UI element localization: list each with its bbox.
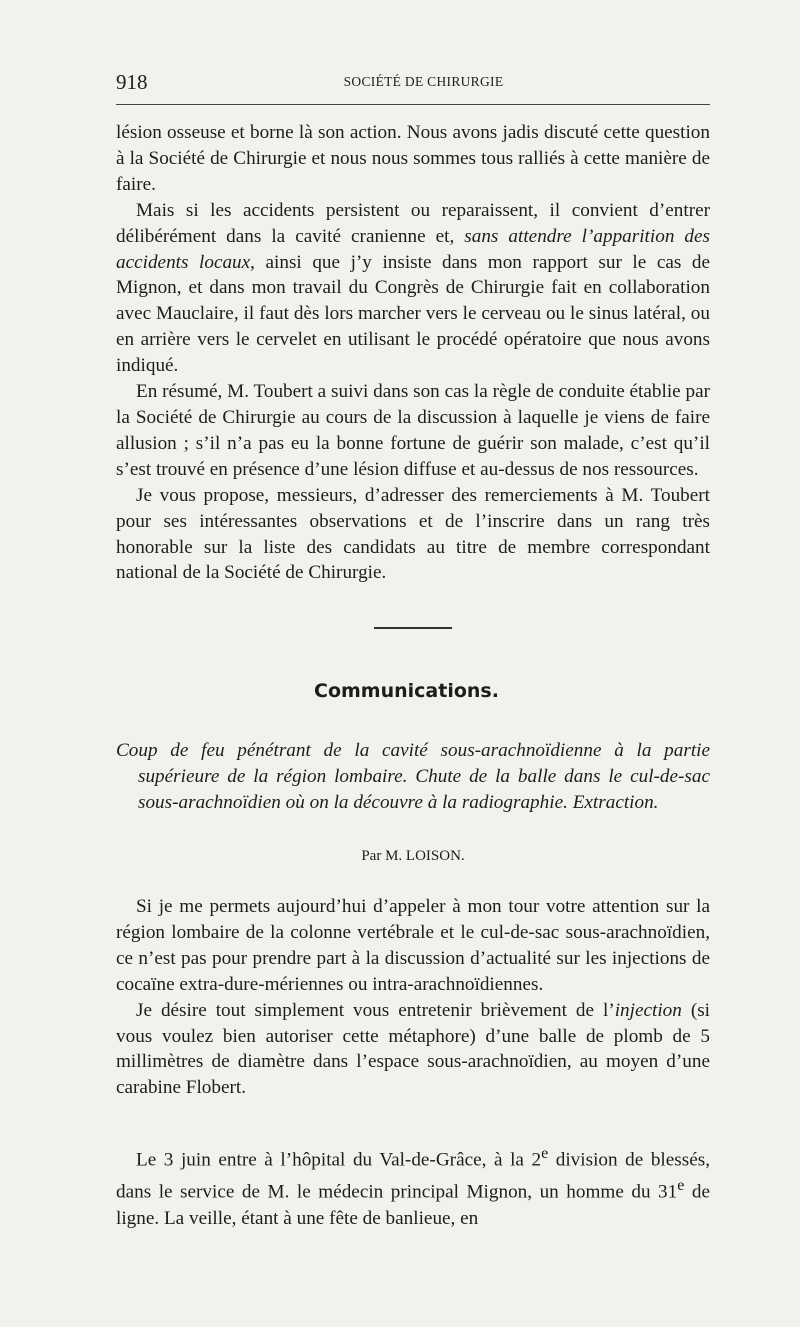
text-run: de ligne. La veille, étant à une fête de banlieue, en (116, 1181, 710, 1229)
emphasis: sans attendre l’apparition des accidents locaux (116, 225, 710, 273)
page-number: 918 (116, 70, 148, 94)
emphasis: injection (614, 999, 682, 1021)
paragraph (116, 998, 710, 1102)
article-text-continued (116, 1141, 710, 1232)
text-run: division de blessés, dans le service de M. le médecin principal Mignon, un homme du 31 (116, 1149, 710, 1203)
paragraph: Je vous propose, messieurs, d’adresser des remerciements à M. Toubert pour ses intéressantes observations et de l’inscrire dans un rang très honorable sur la liste des candidats au titre de membre correspondant national de la Société de Chirurgie. (116, 484, 710, 584)
text-run: Je désire tout simplement vous entretenir brièvement de l’ (136, 999, 615, 1021)
text-run: Mais si les accidents persistent ou reparaissent, il convient d’entrer délibérément dans la cavité cranienne et, (116, 199, 710, 247)
paragraph: En résumé, M. Toubert a suivi dans son cas la règle de conduite établie par la Société de Chirurgie au cours de la discussion à laquelle je viens de faire allusion ; s’il n’a pas eu la bonne fortune de guérir son malade, c’est qu’il s’est trouvé en présence d’une lésion diffuse et au-dessus de nos ressources. (116, 381, 710, 480)
text-run: , ainsi que j’y insiste dans mon rapport sur le cas de Mignon, et dans mon travail du Congrès de Chirurgie fait en collaboration avec Mauclaire, il faut dès lors marcher vers le cerveau ou le sinus latéral, ou en arrière vers le cervelet en utilisant le procédé opératoire que nous avons indiqué. (116, 251, 710, 377)
paragraph: Si je me permets aujourd’hui d’appeler à mon tour votre attention sur la région lombaire de la colonne vertébrale et le cul-de-sac sous-arachnoïdien, ce n’est pas pour prendre part à la discussion d’actualité sur les injections de cocaïne extra-dure-mériennes ou intra-arachnoïdiennes. (116, 896, 710, 995)
article-title: Coup de feu pénétrant de la cavité sous-arachnoïdienne à la partie supérieure de la région lombaire. Chute de la balle dans le cul-de-sac sous-arachnoïdien où on la découvre à la radiographie. Extraction. (116, 740, 710, 813)
superscript: e (541, 1145, 549, 1162)
text-run: Le 3 juin entre à l’hôpital du Val-de-Grâce, à la 2 (136, 1149, 542, 1171)
paragraph (116, 198, 710, 379)
byline: Par M. LOISON. (361, 848, 465, 864)
running-head: SOCIÉTÉ DE CHIRURGIE (343, 74, 504, 89)
paragraph (116, 1141, 710, 1232)
paragraph: lésion osseuse et borne là son action. Nous avons jadis discuté cette question à la Société de Chirurgie et nous nous sommes tous ralliés à cette manière de faire. (116, 122, 710, 195)
section-separator (374, 627, 452, 629)
section-heading: Communications. (314, 680, 499, 702)
header-rule (116, 104, 710, 105)
article-text (116, 894, 710, 1101)
text-run: (si vous voulez bien autoriser cette métaphore) d’une balle de plomb de 5 millimètres de diamètre dans l’espace sous-arachnoïdien, au moyen d’une carabine Flobert. (116, 999, 711, 1099)
superscript: e (677, 1177, 685, 1195)
report-text (116, 120, 710, 586)
page-header (116, 62, 710, 102)
